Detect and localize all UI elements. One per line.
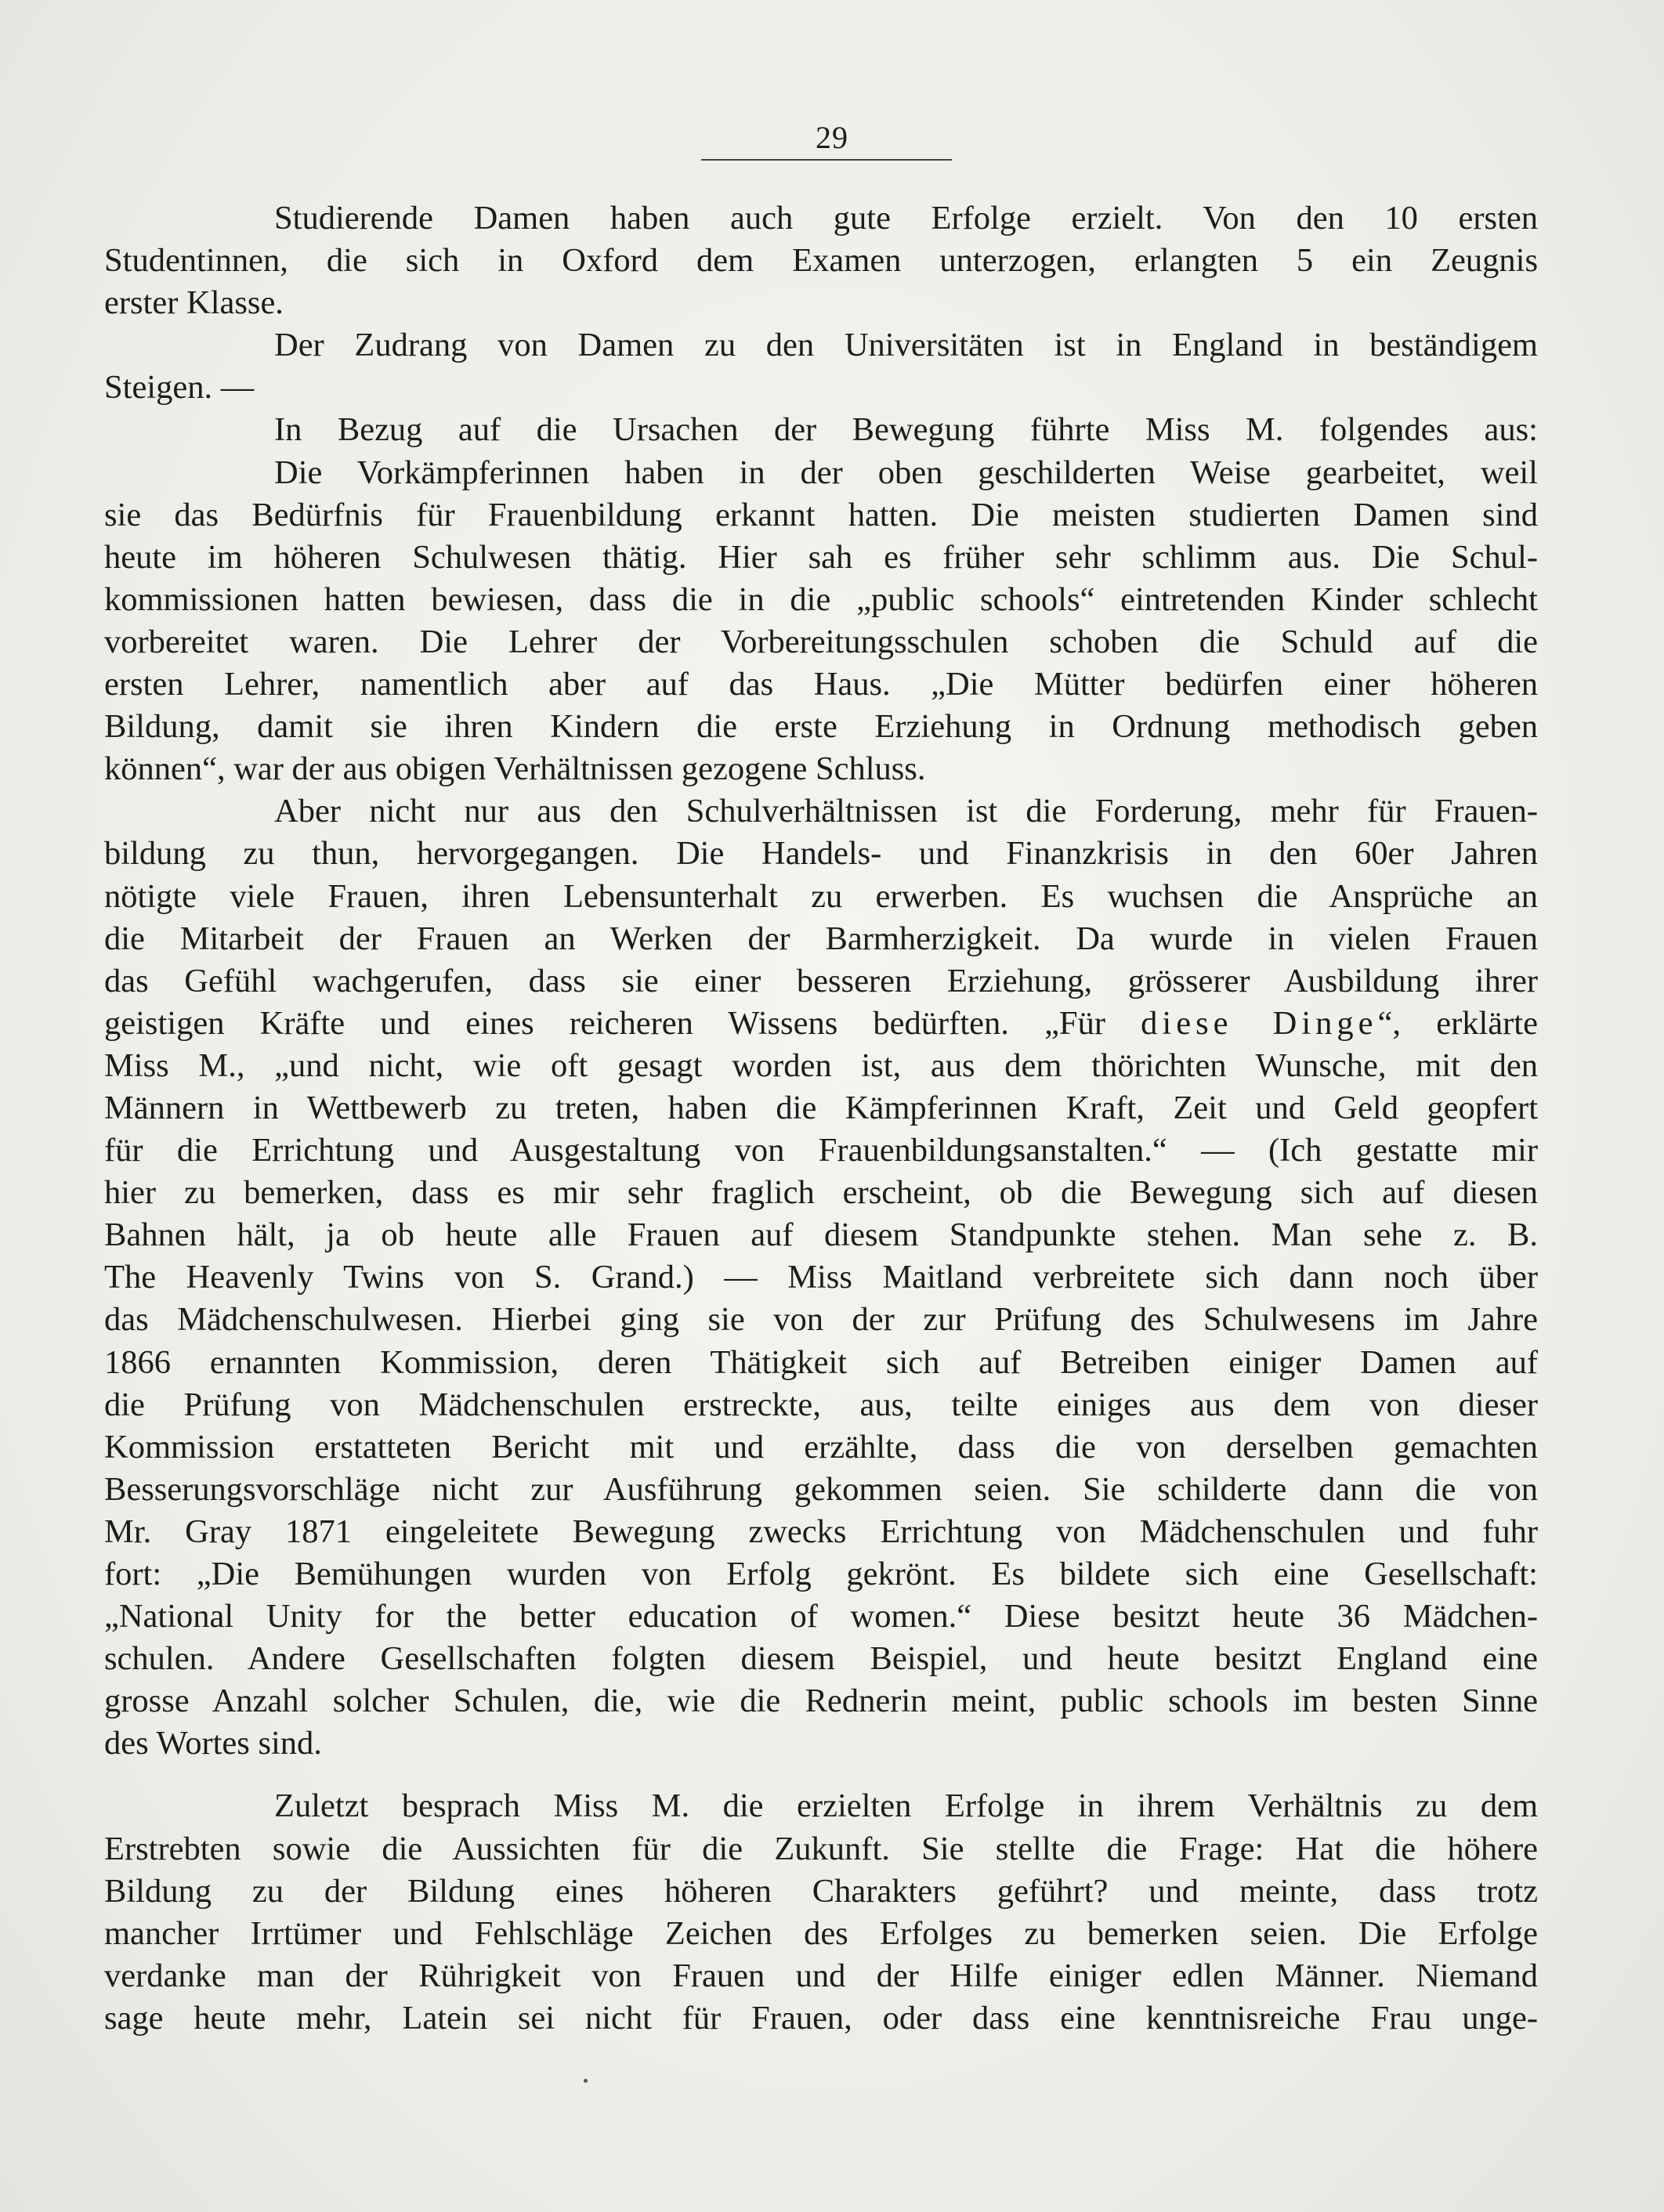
- text-line: Der Zudrang von Damen zu den Universitäten ist in England in beständigem: [274, 327, 1538, 364]
- text-line: können“, war der aus obigen Verhältnissen gezogene Schluss.: [104, 750, 926, 788]
- text-line: Studentinnen, die sich in Oxford dem Examen unterzogen, erlangten 5 ein Zeugnis: [104, 242, 1538, 280]
- text-line: das Mädchenschulwesen. Hierbei ging sie von der zur Prüfung des Schulwesens im Jahre: [104, 1301, 1538, 1339]
- text-line: des Wortes sind.: [104, 1725, 322, 1762]
- text-line: grosse Anzahl solcher Schulen, die, wie die Rednerin meint, public schools im besten Sinne: [104, 1682, 1538, 1720]
- text-line: heute im höheren Schulwesen thätig. Hier sah es früher sehr schlimm aus. Die Schul-: [104, 538, 1538, 576]
- text-line: Zuletzt besprach Miss M. die erzielten Erfolge in ihrem Verhältnis zu dem: [274, 1787, 1538, 1825]
- text-line: „National Unity for the better education of women.“ Diese besitzt heute 36 Mädchen-: [104, 1598, 1538, 1636]
- text-line: sie das Bedürfnis für Frauenbildung erkannt hatten. Die meisten studierten Damen sind: [104, 496, 1538, 533]
- text-line: In Bezug auf die Ursachen der Bewegung führte Miss M. folgendes aus:: [274, 411, 1538, 449]
- text-line: sage heute mehr, Latein sei nicht für Frauen, oder dass eine kenntnisreiche Frau unge-: [104, 1999, 1538, 2037]
- text-line: Aber nicht nur aus den Schulverhältnissen ist die Forderung, mehr für Frauen-: [274, 793, 1538, 830]
- text-line: Die Vorkämpferinnen haben in der oben geschilderten Weise gearbeitet, weil: [274, 454, 1538, 491]
- text-line: hier zu bemerken, dass es mir sehr fraglich erscheint, ob die Bewegung sich auf diesen: [104, 1174, 1538, 1212]
- text-line: nötigte viele Frauen, ihren Lebensunterhalt zu erwerben. Es wuchsen die Ansprüche an: [104, 877, 1538, 915]
- text-segment: geistigen Kräfte und eines reicheren Wissens bedürften. „Für: [104, 1004, 1105, 1042]
- text-line: Bildung, damit sie ihren Kindern die erste Erziehung in Ordnung methodisch geben: [104, 708, 1538, 746]
- text-line: Miss M., „und nicht, wie oft gesagt worden ist, aus dem thörichten Wunsche, mit den: [104, 1046, 1538, 1084]
- text-line: erster Klasse.: [104, 284, 284, 322]
- text-line: bildung zu thun, hervorgegangen. Die Handels- und Finanzkrisis in den 60er Jahren: [104, 835, 1538, 873]
- text-line: Männern in Wettbewerb zu treten, haben die Kämpferinnen Kraft, Zeit und Geld geopfert: [104, 1089, 1538, 1126]
- text-line: ersten Lehrer, namentlich aber auf das Haus. „Die Mütter bedürfen einer höheren: [104, 666, 1538, 703]
- text-line: Steigen. —: [104, 369, 255, 407]
- text-line: die Mitarbeit der Frauen an Werken der Barmherzigkeit. Da wurde in vielen Frauen: [104, 920, 1538, 957]
- text-line: das Gefühl wachgerufen, dass sie einer besseren Erziehung, grösserer Ausbildung ihrer: [104, 962, 1538, 999]
- text-line: vorbereitet waren. Die Lehrer der Vorbereitungsschulen schoben die Schuld auf die: [104, 623, 1538, 660]
- body-text: [104, 197, 1538, 2040]
- text-line: verdanke man der Rührigkeit von Frauen und der Hilfe einiger edlen Männer. Niemand: [104, 1957, 1538, 1994]
- ink-speck: [584, 2079, 588, 2083]
- spaced-emphasis: diese Dinge: [1141, 1004, 1378, 1042]
- text-line: die Prüfung von Mädchenschulen erstreckte, aus, teilte einiges aus dem von dieser: [104, 1386, 1538, 1423]
- text-segment: “, erklärte: [1377, 1004, 1538, 1042]
- text-line: Mr. Gray 1871 eingeleitete Bewegung zwecks Errichtung von Mädchenschulen und fuhr: [104, 1513, 1538, 1550]
- text-line: fort: „Die Bemühungen wurden von Erfolg gekrönt. Es bildete sich eine Gesellschaft:: [104, 1556, 1538, 1592]
- text-line: Bahnen hält, ja ob heute alle Frauen auf diesem Standpunkte stehen. Man sehe z. B.: [104, 1216, 1538, 1254]
- text-line: [104, 1003, 1538, 1045]
- text-line: Kommission erstatteten Bericht mit und erzählte, dass die von derselben gemachten: [104, 1428, 1538, 1466]
- text-line: schulen. Andere Gesellschaften folgten diesem Beispiel, und heute besitzt England eine: [104, 1640, 1538, 1678]
- text-line: Bildung zu der Bildung eines höheren Charakters geführt? und meinte, dass trotz: [104, 1872, 1538, 1910]
- text-line: mancher Irrtümer und Fehlschläge Zeichen des Erfolges zu bemerken seien. Die Erfolge: [104, 1914, 1538, 1952]
- text-line: The Heavenly Twins von S. Grand.) — Miss Maitland verbreitete sich dann noch über: [104, 1259, 1538, 1296]
- text-line: kommissionen hatten bewiesen, dass die in die „public schools“ eintretenden Kinder schlecht: [104, 580, 1538, 618]
- header-rule: [701, 159, 952, 161]
- text-line: Studierende Damen haben auch gute Erfolge erzielt. Von den 10 ersten: [274, 200, 1538, 237]
- page-number: 29: [816, 120, 848, 155]
- text-line: Erstrebten sowie die Aussichten für die Zukunft. Sie stellte die Frage: Hat die höhere: [104, 1830, 1538, 1867]
- text-line: für die Errichtung und Ausgestaltung von Frauenbildungsanstalten.“ — (Ich gestatte mir: [104, 1132, 1538, 1169]
- text-line: 1866 ernannten Kommission, deren Thätigkeit sich auf Betreiben einiger Damen auf: [104, 1343, 1538, 1381]
- text-line: Besserungsvorschläge nicht zur Ausführung gekommen seien. Sie schilderte dann die von: [104, 1470, 1538, 1508]
